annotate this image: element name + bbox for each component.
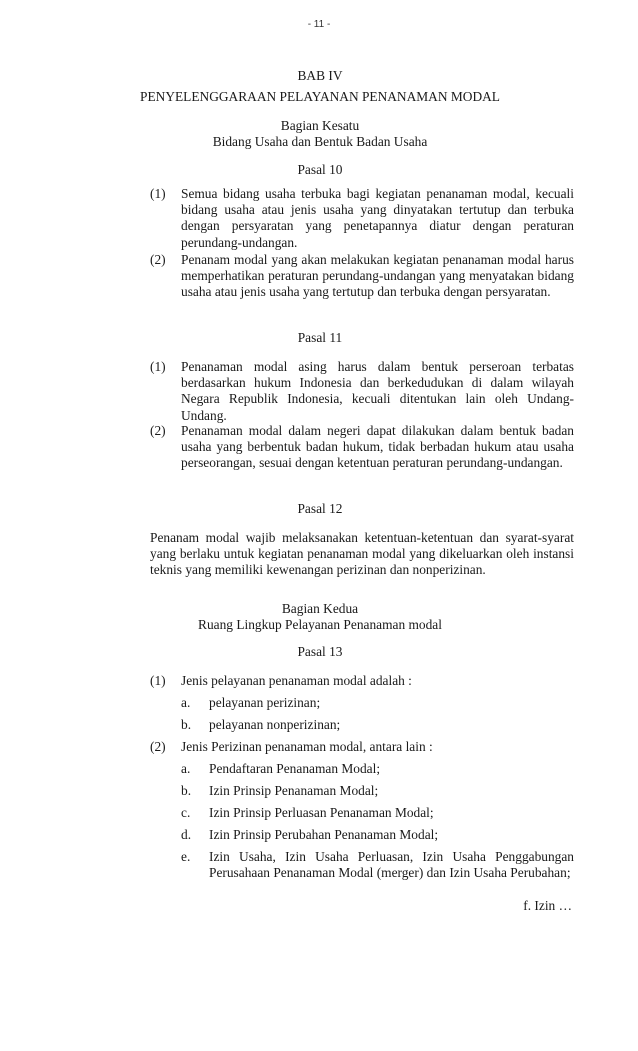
list-letter: d. <box>181 827 192 842</box>
section-title: Bagian Kedua <box>281 601 359 616</box>
list-item <box>181 783 574 799</box>
clause-text: Penanaman modal asing harus dalam bentuk perseroan terbatas berdasarkan hukum Indonesia dan berkedudukan di dalam wilayah Negara Republik Indonesia, kecuali ditentukan lain oleh Undang-Undang. <box>181 359 574 423</box>
list-item <box>181 827 574 843</box>
section-title: Bagian Kesatu <box>280 118 360 133</box>
clause-number: (2) <box>150 423 166 438</box>
section-subtitle: Bidang Usaha dan Bentuk Badan Usaha <box>212 134 428 149</box>
chapter-subtitle: PENYELENGGARAAN PELAYANAN PENANAMAN MODAL <box>140 89 500 104</box>
section-subtitle: Ruang Lingkup Pelayanan Penanaman modal <box>198 617 442 632</box>
clause-number: (2) <box>150 739 166 754</box>
list-item <box>181 717 574 733</box>
list-letter: a. <box>181 695 191 710</box>
list-text: pelayanan perizinan; <box>209 695 321 710</box>
clause-number: (1) <box>150 359 166 374</box>
clause-text: Jenis Perizinan penanaman modal, antara lain : <box>181 739 433 754</box>
page-number: - 11 - <box>307 19 331 30</box>
article-11-clause-2 <box>150 423 574 472</box>
list-item <box>181 849 574 881</box>
list-text: Izin Prinsip Penanaman Modal; <box>209 783 379 798</box>
clause-text: Semua bidang usaha terbuka bagi kegiatan penanaman modal, kecuali bidang usaha atau jenis usaha yang dinyatakan tertutup dan terbuka dengan persyaratan yang penetapannya diatur dengan peraturan perundang-undangan. <box>181 186 574 250</box>
clause-number: (2) <box>150 252 166 267</box>
list-text: Izin Prinsip Perluasan Penanaman Modal; <box>209 805 434 820</box>
article-10-clause-2 <box>150 252 574 301</box>
article-title-pasal-13: Pasal 13 <box>297 644 343 659</box>
list-item <box>181 805 574 821</box>
article-10-clause-1 <box>150 186 574 251</box>
list-letter: b. <box>181 783 192 798</box>
article-title-pasal-12: Pasal 12 <box>297 501 343 516</box>
list-item <box>181 695 574 711</box>
clause-number: (1) <box>150 673 166 688</box>
list-text: Pendaftaran Penanaman Modal; <box>209 761 381 776</box>
list-text: pelayanan nonperizinan; <box>209 717 341 732</box>
article-12-text: Penanam modal wajib melaksanakan ketentuan-ketentuan dan syarat-syarat yang berlaku untuk kegiatan penanaman modal yang dikeluarkan oleh instansi teknis yang memiliki kewenangan perizinan dan nonperizinan. <box>150 530 574 578</box>
article-13-clause-2 <box>150 739 574 755</box>
list-letter: a. <box>181 761 191 776</box>
list-text: Izin Prinsip Perubahan Penanaman Modal; <box>209 827 439 842</box>
clause-text: Penanam modal yang akan melakukan kegiatan penanaman modal harus memperhatikan peraturan perundang-undangan yang menyatakan bidang usaha atau jenis usaha yang tertutup dan terbuka dengan persyaratan. <box>181 252 574 300</box>
continuation-marker: f. Izin … <box>523 898 572 913</box>
clause-text: Penanaman modal dalam negeri dapat dilakukan dalam bentuk badan usaha yang berbentuk badan hukum, tidak berbadan hukum atau usaha perseorangan, sesuai dengan ketentuan peraturan perundang-undangan. <box>181 423 574 471</box>
article-13-clause-1 <box>150 673 574 689</box>
list-text: Izin Usaha, Izin Usaha Perluasan, Izin Usaha Penggabungan Perusahaan Penanaman Modal (merger) dan Izin Usaha Perubahan; <box>209 849 574 881</box>
list-letter: e. <box>181 849 191 864</box>
article-title-pasal-10: Pasal 10 <box>297 162 343 177</box>
list-letter: c. <box>181 805 191 820</box>
clause-number: (1) <box>150 186 166 201</box>
article-11-clause-1 <box>150 359 574 424</box>
article-title-pasal-11: Pasal 11 <box>297 330 343 345</box>
clause-text: Jenis pelayanan penanaman modal adalah : <box>181 673 412 688</box>
list-item <box>181 761 574 777</box>
chapter-title: BAB IV <box>297 68 343 83</box>
list-letter: b. <box>181 717 192 732</box>
